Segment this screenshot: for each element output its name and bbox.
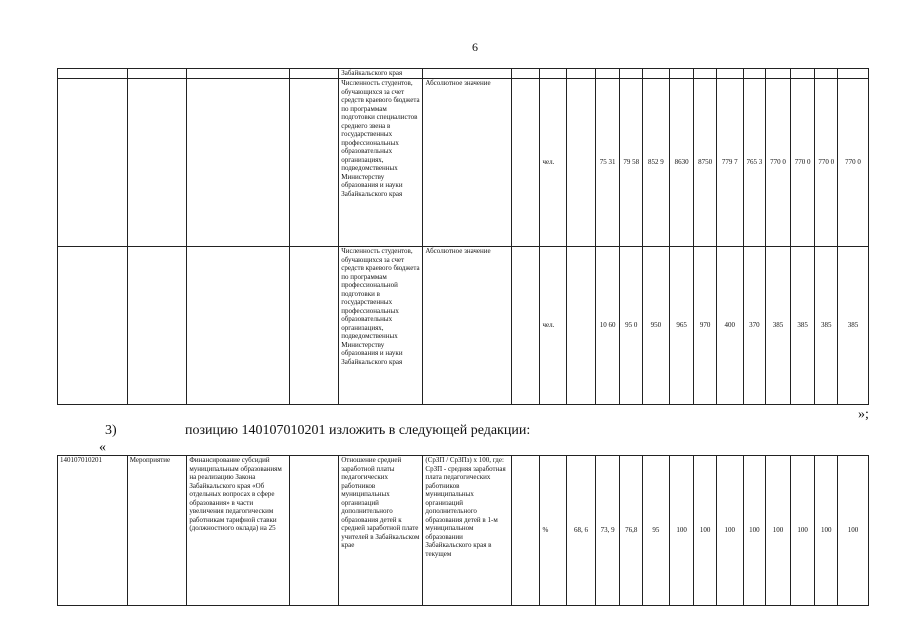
indicators-table-continued xyxy=(57,68,869,405)
value-cell: 8630 xyxy=(669,79,694,247)
value-cell: 370 xyxy=(743,247,766,405)
value-cell: 76,8 xyxy=(620,456,643,606)
value-cell: 385 xyxy=(838,247,869,405)
value-cell: 68, 6 xyxy=(567,456,596,606)
amendment-heading xyxy=(105,423,530,439)
value-cell: 970 xyxy=(694,247,717,405)
value-cell: 100 xyxy=(743,456,766,606)
value-cell: 852 9 xyxy=(643,79,670,247)
closing-quote: »; xyxy=(858,407,869,422)
value-cell: 95 0 xyxy=(620,247,643,405)
indicator-cell: Забайкальского края xyxy=(339,69,423,79)
table-row xyxy=(58,247,869,405)
heading-text: позицию 140107010201 изложить в следующей редакции: xyxy=(185,423,531,438)
value-cell: 779 7 xyxy=(716,79,743,247)
unit-cell: % xyxy=(540,456,567,606)
value-type-cell: Абсолютное значение xyxy=(423,79,511,247)
value-cell: 100 xyxy=(838,456,869,606)
position-table xyxy=(57,455,869,606)
value-cell: 79 58 xyxy=(620,79,643,247)
code-cell: 140107010201 xyxy=(58,456,128,606)
value-cell: 100 xyxy=(815,456,838,606)
opening-quote: « xyxy=(99,440,106,455)
table-row xyxy=(58,79,869,247)
value-type-cell: Абсолютное значение xyxy=(423,247,511,405)
value-cell: 100 xyxy=(694,456,717,606)
indicator-cell: Численность студентов, обучающихся за счет средств краевого бюджета по программам профессиональной подготовки в государственных профессиональных образовательных организациях, подведомственных Министерству образования и науки Забайкальского края xyxy=(339,247,423,405)
formula-cell: (СрЗП / СрЗПз) x 100, где: СрЗП - средняя заработная плата педагогических работников муниципальных организаций дополнительного образования детей в 1-м муниципальном образовании Забайкальского края в текущем xyxy=(423,456,511,606)
value-cell: 95 xyxy=(643,456,670,606)
value-cell: 100 xyxy=(716,456,743,606)
value-cell: 100 xyxy=(669,456,694,606)
value-cell: 770 0 xyxy=(815,79,838,247)
value-cell: 950 xyxy=(643,247,670,405)
value-cell: 400 xyxy=(716,247,743,405)
value-cell: 385 xyxy=(815,247,838,405)
value-cell: 73, 9 xyxy=(595,456,620,606)
name-cell: Финансирование субсидий муниципальным образованиям на реализацию Закона Забайкальского края «Об отдельных вопросах в сфере образования» в части увеличения педагогическим работникам тарифной ставки (должностного оклада) на 25 xyxy=(187,456,290,606)
unit-cell: чел. xyxy=(540,247,567,405)
value-cell: 965 xyxy=(669,247,694,405)
unit-cell: чел. xyxy=(540,79,567,247)
table-row xyxy=(58,69,869,79)
value-cell: 75 31 xyxy=(595,79,620,247)
value-cell: 100 xyxy=(766,456,791,606)
page-number: 6 xyxy=(472,40,478,54)
value-cell: 10 60 xyxy=(595,247,620,405)
value-cell: 770 0 xyxy=(838,79,869,247)
table-row xyxy=(58,456,869,606)
value-cell: 8750 xyxy=(694,79,717,247)
value-cell: 770 0 xyxy=(790,79,815,247)
indicator-cell: Численность студентов, обучающихся за счет средств краевого бюджета по программам подготовки специалистов среднего звена в государственных профессиональных образовательных организациях, подведомственных Министерству образования и науки Забайкальского края xyxy=(339,79,423,247)
value-cell: 385 xyxy=(790,247,815,405)
indicator-cell: Отношение средней заработной платы педагогических работников муниципальных организаций дополнительного образования детей к средней заработной плате учителей в Забайкальском крае xyxy=(339,456,423,606)
value-cell: 765 3 xyxy=(743,79,766,247)
heading-number: 3) xyxy=(105,423,117,438)
value-cell: 385 xyxy=(766,247,791,405)
value-cell: 770 0 xyxy=(766,79,791,247)
value-cell: 100 xyxy=(790,456,815,606)
type-cell: Мероприятие xyxy=(127,456,187,606)
